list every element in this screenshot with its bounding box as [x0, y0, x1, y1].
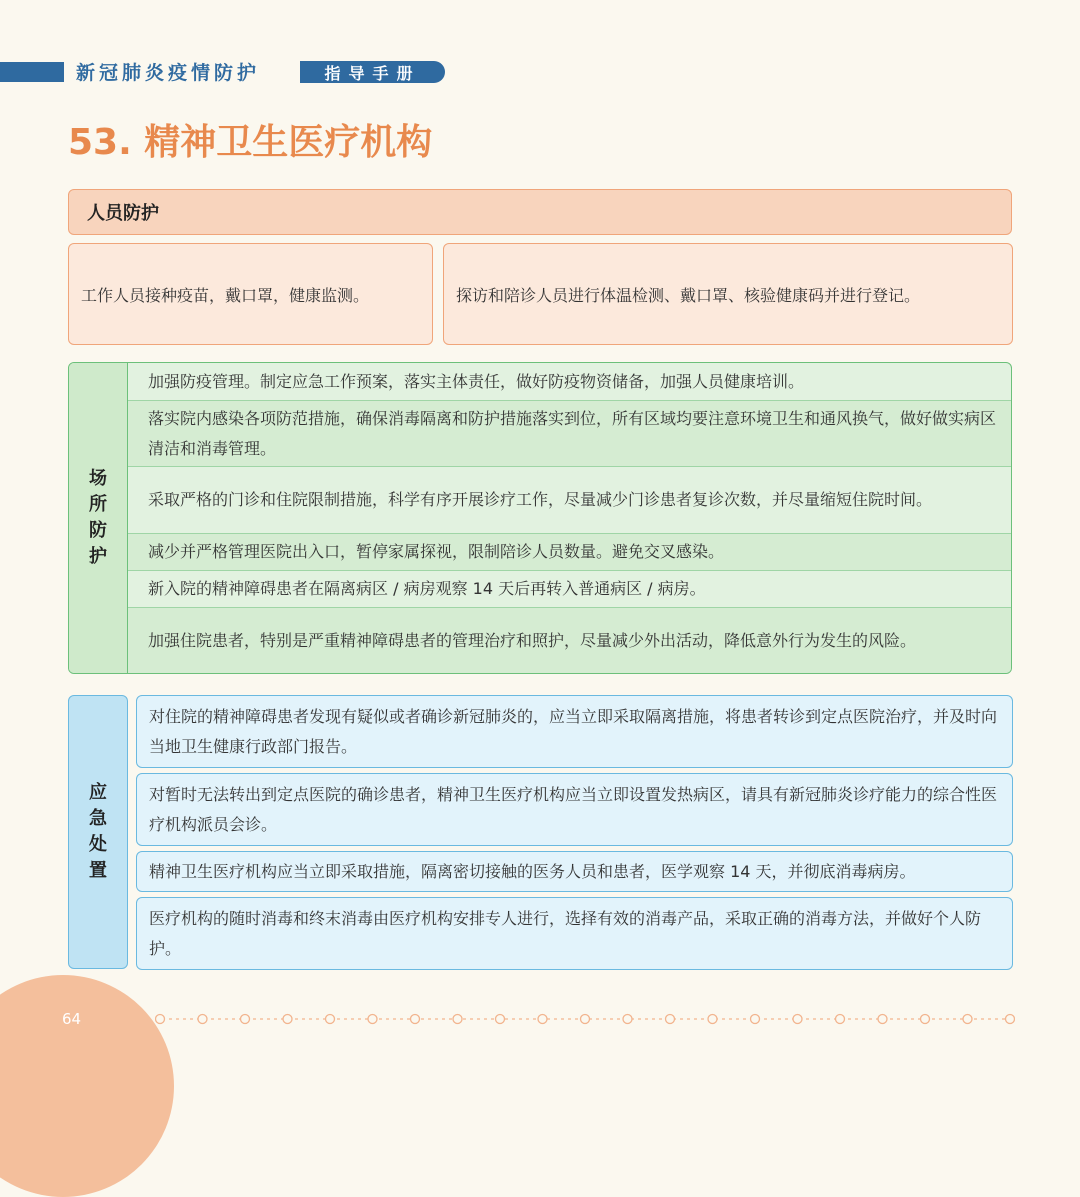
venue-item: 减少并严格管理医院出入口，暂停家属探视，限制陪诊人员数量。避免交叉感染。: [128, 533, 1011, 570]
header-title: 新冠肺炎疫情防护: [76, 62, 261, 84]
decorative-dot: [581, 1015, 590, 1024]
decorative-dot: [198, 1015, 207, 1024]
emergency-item: 精神卫生医疗机构应当立即采取措施，隔离密切接触的医务人员和患者，医学观察 14 天，并彻底消毒病房。: [136, 851, 1013, 892]
decorative-dot: [793, 1015, 802, 1024]
decorative-dot: [963, 1015, 972, 1024]
decorative-dot: [496, 1015, 505, 1024]
decorative-dot: [538, 1015, 547, 1024]
venue-label-char: 护: [89, 546, 107, 567]
venue-protection-section: [68, 362, 1012, 674]
venue-label: [69, 363, 128, 673]
venue-label-char: 场: [89, 468, 107, 489]
decorative-dotted-line: [155, 1009, 1015, 1029]
emergency-label: [68, 695, 128, 969]
decorative-dot: [751, 1015, 760, 1024]
emergency-item: 对暂时无法转出到定点医院的确诊患者，精神卫生医疗机构应当立即设置发热病区，请具有新冠肺炎诊疗能力的综合性医疗机构派员会诊。: [136, 773, 1013, 846]
header-accent-bar: [0, 62, 64, 82]
venue-item: 加强住院患者，特别是严重精神障碍患者的管理治疗和照护，尽量减少外出活动，降低意外行为发生的风险。: [128, 607, 1011, 674]
decorative-dot: [623, 1015, 632, 1024]
personnel-card-visitors: 探访和陪诊人员进行体温检测、戴口罩、核验健康码并进行登记。: [443, 243, 1013, 345]
decorative-dot: [921, 1015, 930, 1024]
personnel-heading: 人员防护: [68, 189, 1012, 235]
emergency-label-char: 急: [89, 808, 107, 829]
emergency-label-char: 处: [89, 834, 107, 855]
decorative-dot: [708, 1015, 717, 1024]
venue-item: 加强防疫管理。制定应急工作预案，落实主体责任，做好防疫物资储备，加强人员健康培训。: [148, 371, 805, 391]
decorative-dot: [411, 1015, 420, 1024]
header-pill: 指导手册: [300, 61, 445, 83]
venue-item: 新入院的精神障碍患者在隔离病区 / 病房观察 14 天后再转入普通病区 / 病房。: [128, 570, 1011, 607]
page-title: 53. 精神卫生医疗机构: [68, 122, 433, 163]
decorative-dot: [368, 1015, 377, 1024]
decorative-dot: [836, 1015, 845, 1024]
emergency-label-char: 应: [89, 782, 107, 803]
decorative-dot: [1006, 1015, 1015, 1024]
decorative-dot: [326, 1015, 335, 1024]
venue-item: 采取严格的门诊和住院限制措施，科学有序开展诊疗工作，尽量减少门诊患者复诊次数，并尽量缩短住院时间。: [128, 466, 1011, 533]
decorative-dot: [241, 1015, 250, 1024]
decorative-dot: [878, 1015, 887, 1024]
decorative-dot: [156, 1015, 165, 1024]
decorative-dot: [666, 1015, 675, 1024]
decorative-dot: [453, 1015, 462, 1024]
page-number: 64: [62, 1010, 82, 1028]
emergency-item: 对住院的精神障碍患者发现有疑似或者确诊新冠肺炎的，应当立即采取隔离措施，将患者转诊到定点医院治疗，并及时向当地卫生健康行政部门报告。: [136, 695, 1013, 768]
decorative-dot: [283, 1015, 292, 1024]
emergency-item: 医疗机构的随时消毒和终末消毒由医疗机构安排专人进行，选择有效的消毒产品，采取正确的消毒方法，并做好个人防护。: [136, 897, 1013, 970]
personnel-card-staff: 工作人员接种疫苗，戴口罩，健康监测。: [68, 243, 433, 345]
page-number-circle: [0, 975, 174, 1197]
emergency-label-char: 置: [89, 860, 107, 881]
venue-item: 落实院内感染各项防范措施，确保消毒隔离和防护措施落实到位，所有区域均要注意环境卫生和通风换气，做好做实病区清洁和消毒管理。: [128, 400, 1011, 466]
venue-label-char: 所: [89, 494, 107, 515]
venue-label-char: 防: [89, 520, 107, 541]
